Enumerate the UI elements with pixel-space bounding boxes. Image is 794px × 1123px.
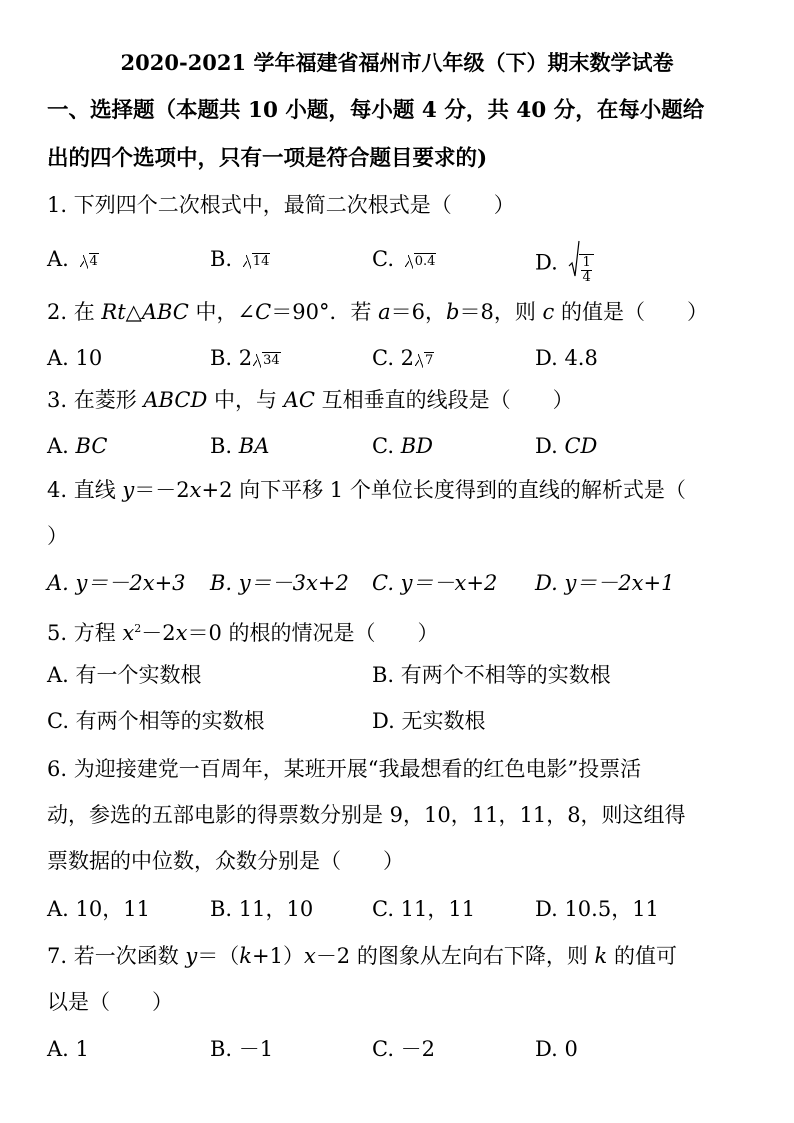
question-5-option-b: B. 有两个不相等的实数根 (372, 663, 611, 687)
question-5-option-c: C. 有两个相等的实数根 (47, 709, 265, 733)
question-2-option-a: A. 10 (47, 346, 103, 370)
question-2-option-c: C. 2 7 (372, 346, 434, 370)
question-7-option-b: B. －1 (210, 1037, 274, 1061)
question-6-stem-line-3: 票数据的中位数，众数分别是（ ） (47, 849, 404, 873)
radical-sign: 0.4 (405, 254, 437, 270)
question-7-option-c: C. －2 (372, 1037, 436, 1061)
radical-fraction: $\frac{1}{4}$ (568, 240, 593, 285)
section-heading-line-2: 出的四个选项中，只有一项是符合题目要求的) (47, 146, 488, 171)
question-7-option-a: A. 1 (47, 1037, 89, 1061)
radical-sign: 7 (415, 353, 434, 369)
question-1-option-a: A. 4 (47, 247, 98, 271)
radical-sign (568, 240, 580, 278)
question-5-option-a: A. 有一个实数根 (47, 663, 202, 687)
section-heading-line-1: 一、选择题（本题共 10 小题，每小题 4 分，共 40 分，在每小题给 (47, 98, 705, 123)
radical-sign: 4 (80, 254, 99, 270)
question-2-option-d: D. 4.8 (535, 346, 598, 370)
question-1-option-b: B. 14 (210, 247, 270, 271)
question-4-option-b: B. y＝－3x+2 (210, 571, 349, 595)
question-3-option-a: A. BC (47, 434, 108, 458)
question-4-stem-continued: ） (47, 524, 68, 548)
question-4-option-d: D. y＝－2x+1 (535, 571, 675, 595)
radical-sign: 14 (243, 254, 271, 270)
question-6-stem-line-2: 动，参选的五部电影的得票数分别是 9，10，11，11，8，则这组得 (47, 803, 686, 827)
question-7-stem-continued: 以是（ ） (47, 990, 173, 1014)
question-4-option-a: A. y＝－2x+3 (47, 571, 186, 595)
radical-sign: 34 (253, 353, 281, 369)
question-3-stem: 3. 在菱形 ABCD 中，与 AC 互相垂直的线段是（ ） (47, 388, 574, 412)
question-2-stem: 2. 在 Rt△ABC 中，∠C＝90°．若 a＝6，b＝8，则 c 的值是（ ） (47, 300, 708, 324)
question-1-stem: 1. 下列四个二次根式中，最简二次根式是（ ） (47, 193, 515, 217)
question-1-option-c: C. 0.4 (372, 247, 436, 271)
question-6-option-d: D. 10.5，11 (535, 897, 659, 921)
question-4-stem: 4. 直线 y＝－2x+2 向下平移 1 个单位长度得到的直线的解析式是（ (47, 478, 686, 502)
question-6-option-b: B. 11，10 (210, 897, 314, 921)
question-6-stem-line-1: 6. 为迎接建党一百周年，某班开展“我最想看的红色电影”投票活 (47, 757, 642, 781)
question-5-stem: 5. 方程 $x^2-2x=0$ 的根的情况是（ ） (47, 621, 439, 645)
question-2-option-b: B. 2 34 (210, 346, 280, 370)
question-3-option-d: D. CD (535, 434, 598, 458)
question-3-option-b: B. BA (210, 434, 270, 458)
question-7-stem: 7. 若一次函数 y＝（k+1）x－2 的图象从左向右下降，则 k 的值可 (47, 944, 677, 968)
question-4-option-c: C. y＝－x+2 (372, 571, 498, 595)
question-3-option-c: C. BD (372, 434, 433, 458)
page-title: 2020-2021 学年福建省福州市八年级（下）期末数学试卷 (120, 50, 674, 75)
question-6-option-a: A. 10，11 (47, 897, 150, 921)
question-7-option-d: D. 0 (535, 1037, 578, 1061)
question-5-option-d: D. 无实数根 (372, 709, 486, 733)
question-1-option-d: D. $\frac{1}{4}$ (535, 240, 594, 285)
question-6-option-c: C. 11，11 (372, 897, 476, 921)
